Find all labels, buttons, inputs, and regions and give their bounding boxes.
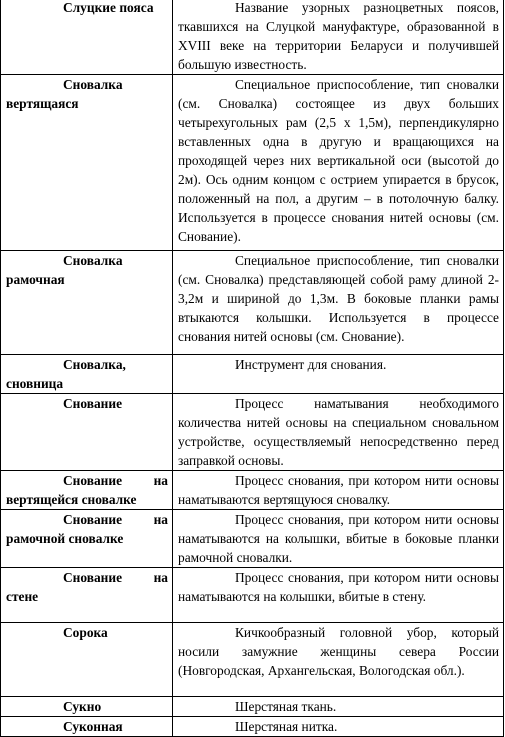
definition-text: Специальное приспособление, тип сновалки (см. Сновалка) состоящее из двух больших четырехугольных рам (2,5 х 1,5м), перпендикулярно вставленных одна в другую и вращающихся на проходящей через них вертикальной оси (высотой до 2м). Ось одним концом с острием упирается в брусок, положенный на пол, а другим – в потолочную балку. Используется в процессе снования нитей основы (см. Снование). bbox=[178, 77, 499, 244]
definition-cell bbox=[173, 75, 504, 251]
definition-text: Процесс наматывания необходимого количества нитей основы на специальном сновальном устройстве, осуществляемый непосредственно перед заправкой основы. bbox=[178, 396, 499, 468]
term-text: Снование на рамочной сновалке bbox=[6, 512, 168, 546]
definition-text: Специальное приспособление, тип сновалки (см. Сновалка) представляющей собой раму длиной 2-3,2м и шириной до 1,3м. В боковые планки рамы втыкаются колышки. Используется в процессе снования нитей основы (см. Снование). bbox=[178, 253, 499, 344]
definition-text: Процесс снования, при котором нити основы наматываются на колышки, вбитые в стену. bbox=[178, 570, 499, 604]
term-text: Сорока bbox=[63, 625, 108, 640]
term-text: Сновалка вертящаяся bbox=[6, 77, 123, 111]
definition-cell bbox=[173, 568, 504, 623]
table-row bbox=[1, 75, 504, 251]
term-text: Сновалка, сновница bbox=[6, 357, 126, 391]
table-row bbox=[1, 510, 504, 568]
term-cell bbox=[1, 355, 173, 394]
term-cell bbox=[1, 623, 173, 697]
definition-cell bbox=[173, 717, 504, 737]
definition-cell bbox=[173, 697, 504, 717]
table-row bbox=[1, 568, 504, 623]
term-cell bbox=[1, 394, 173, 471]
term-text: Снование на стене bbox=[6, 570, 168, 604]
definition-cell bbox=[173, 355, 504, 394]
term-text: Сукно bbox=[63, 699, 102, 714]
term-cell bbox=[1, 251, 173, 355]
term-text: Снование на вертящейся сновалке bbox=[6, 473, 168, 507]
table-row bbox=[1, 697, 504, 717]
definition-text: Шерстяная нитка. bbox=[235, 719, 338, 734]
table-row bbox=[1, 251, 504, 355]
definition-cell bbox=[173, 510, 504, 568]
term-cell bbox=[1, 697, 173, 717]
definition-text: Инструмент для снования. bbox=[235, 357, 387, 372]
table-row bbox=[1, 471, 504, 510]
term-text: Снование bbox=[63, 396, 123, 411]
definition-text: Процесс снования, при котором нити основы наматываются на колышки, вбитые в боковые планки рамочной сновалки. bbox=[178, 512, 499, 565]
term-cell bbox=[1, 568, 173, 623]
term-text: Сновалка рамочная bbox=[6, 253, 123, 287]
table-row bbox=[1, 623, 504, 697]
definition-cell bbox=[173, 471, 504, 510]
definition-cell bbox=[173, 394, 504, 471]
definition-text: Кичкообразный головной убор, который носили замужние женщины севера России (Новгородская, Архангельская, Вологодская обл.). bbox=[178, 625, 499, 678]
definition-text: Шерстяная ткань. bbox=[235, 699, 337, 714]
definition-cell bbox=[173, 623, 504, 697]
term-cell bbox=[1, 510, 173, 568]
term-text: Суконная bbox=[63, 719, 123, 734]
table-row bbox=[1, 355, 504, 394]
table-row bbox=[1, 394, 504, 471]
table-row bbox=[1, 0, 504, 75]
definition-text: Процесс снования, при котором нити основы наматываются вертящуюся сновалку. bbox=[178, 473, 499, 507]
definition-text: Название узорных разноцветных поясов, ткавшихся на Слуцкой мануфактуре, образованной в XVIII веке на территории Беларуси и получившей большую известность. bbox=[178, 0, 499, 72]
term-cell bbox=[1, 75, 173, 251]
definition-cell bbox=[173, 251, 504, 355]
table-row bbox=[1, 717, 504, 737]
definition-cell bbox=[173, 0, 504, 75]
term-cell bbox=[1, 717, 173, 737]
term-cell bbox=[1, 471, 173, 510]
term-cell bbox=[1, 0, 173, 75]
term-text: Слуцкие пояса bbox=[63, 0, 154, 15]
